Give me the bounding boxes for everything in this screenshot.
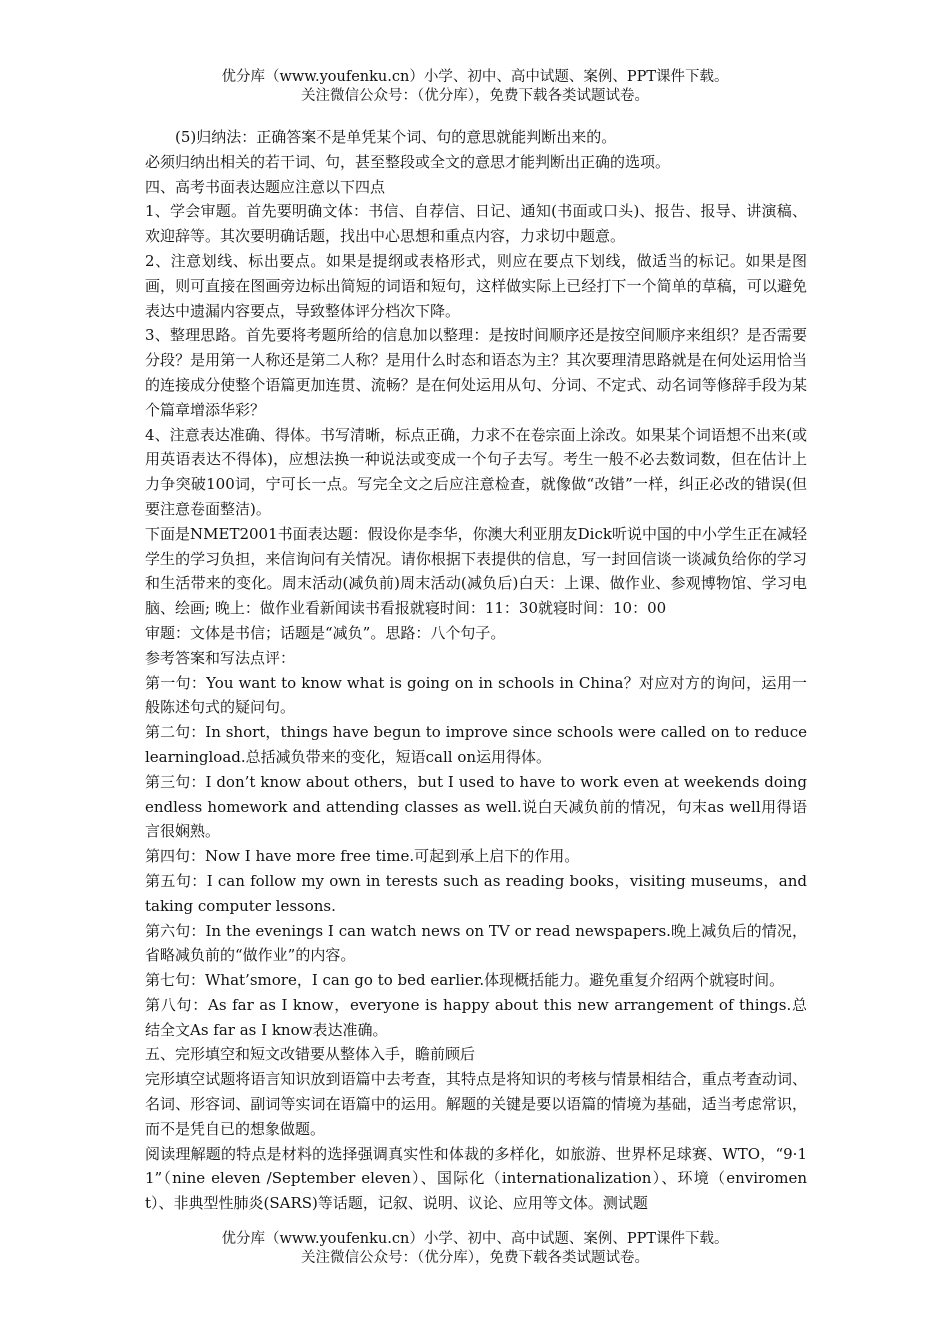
paragraph: 第二句：In short，things have begun to improve since schools were called on to reduce learningload.总括减负带来的变化，短语call on运用得体。 (145, 723, 807, 766)
paragraph: 2、注意划线、标出要点。如果是提纲或表格形式，则应在要点下划线，做适当的标记。如果是图画，则可直接在图画旁边标出简短的词语和短句，这样做实际上已经打下一个简单的草稿，可以避免表达中遗漏内容要点，导致整体评分档次下降。 (145, 251, 807, 320)
document-body (145, 125, 807, 1216)
paragraph: 3、整理思路。首先要将考题所给的信息加以整理：是按时间顺序还是按空间顺序来组织？是否需要分段？是用第一人称还是第二人称？是用什么时态和语态为主？其次要理清思路就是在何处运用恰当的连接成分使整个语篇更加连贯、流畅？是在何处运用从句、分词、不定式、动名词等修辞手段为某个篇章增添华彩？ (145, 326, 807, 419)
paragraph: 第四句：Now I have more free time.可起到承上启下的作用。 (145, 847, 580, 866)
paragraph: 第八句：As far as I know，everyone is happy about this new arrangement of things.总结全文As far as I know表达准确。 (145, 995, 807, 1039)
section-heading: 五、完形填空和短文改错要从整体入手，瞻前顾后 (145, 1045, 476, 1064)
paragraph: 1、学会审题。首先要明确文体：书信、自荐信、日记、通知(书面或口头)、报告、报导、讲演稿、欢迎辞等。其次要明确话题，找出中心思想和重点内容，力求切中题意。 (145, 202, 807, 246)
header-line-2: 关注微信公众号：（优分库），免费下载各类试题试卷。 (301, 88, 649, 104)
footer-line-2: 关注微信公众号：（优分库），免费下载各类试题试卷。 (301, 1250, 649, 1266)
paragraph: 第七句：What’smore，I can go to bed earlier.体现概括能力。避免重复介绍两个就寝时间。 (145, 971, 785, 990)
paragraph: 第五句：I can follow my own in terests such as reading books，visiting museums，and taking computer lessons. (145, 871, 807, 915)
paragraph: 阅读理解题的特点是材料的选择强调真实性和体裁的多样化，如旅游、世界杯足球赛、WTO，“9·11”（nine eleven /September eleven）、国际化（internationalization）、环境（enviroment）、非典型性肺炎(SARS)等话题，记叙、说明、议论、应用等文体。测试题 (145, 1144, 807, 1213)
paragraph: (5)归纳法：正确答案不是单凭某个词、句的意思就能判断出来的。 (175, 128, 617, 146)
paragraph: 第三句：I don’t know about others，but I used to have to work even at weekends doing endless homework and attending classes as well.说白天减负前的情况，句末as well用得语言很娴熟。 (145, 772, 807, 841)
paragraph: 审题：文体是书信；话题是“减负”。思路：八个句子。 (145, 623, 506, 642)
paragraph: 第六句：In the evenings I can watch news on TV or read newspapers.晚上减负后的情况，省略减负前的“做作业”的内容。 (145, 921, 807, 965)
header-line-1: 优分库（www.youfenku.cn）小学、初中、高中试题、案例、PPT课件下载。 (221, 69, 729, 85)
page-header (0, 68, 950, 106)
footer-line-1: 优分库（www.youfenku.cn）小学、初中、高中试题、案例、PPT课件下载。 (221, 1231, 729, 1247)
paragraph: 参考答案和写法点评： (145, 648, 296, 667)
paragraph: 完形填空试题将语言知识放到语篇中去考查，其特点是将知识的考核与情景相结合，重点考查动词、名词、形容词、副词等实词在语篇中的运用。解题的关键是要以语篇的情境为基础，适当考虑常识，而不是凭自已的想象做题。 (145, 1070, 807, 1138)
paragraph: 必须归纳出相关的若干词、句，甚至整段或全文的意思才能判断出正确的选项。 (145, 152, 671, 171)
paragraph: 下面是NMET2001书面表达题：假设你是李华，你澳大利亚朋友Dick听说中国的中小学生正在减轻学生的学习负担，来信询问有关情况。请你根据下表提供的信息，写一封回信谈一谈减负给你的学习和生活带来的变化。周末活动(减负前)周末活动(减负后)白天：上课、做作业、参观博物馆、学习电脑、绘画; 晚上：做作业看新闻读书看报就寝时间：11：30就寝时间：10：00 (145, 524, 807, 618)
section-heading: 四、高考书面表达题应注意以下四点 (145, 177, 386, 196)
page-footer (0, 1230, 950, 1268)
paragraph: 第一句：You want to know what is going on in schools in China？对应对方的询问，运用一般陈述句式的疑问句。 (145, 673, 807, 717)
paragraph: 4、注意表达准确、得体。书写清晰，标点正确，力求不在卷宗面上涂改。如果某个词语想不出来(或用英语表达不得体)，应想法换一种说法或变成一个句子去写。考生一般不必去数词数，但在估计上力争突破100词，宁可长一点。写完全文之后应注意检查，就像做“改错”一样，纠正必改的错误(但要注意卷面整洁)。 (145, 425, 807, 518)
